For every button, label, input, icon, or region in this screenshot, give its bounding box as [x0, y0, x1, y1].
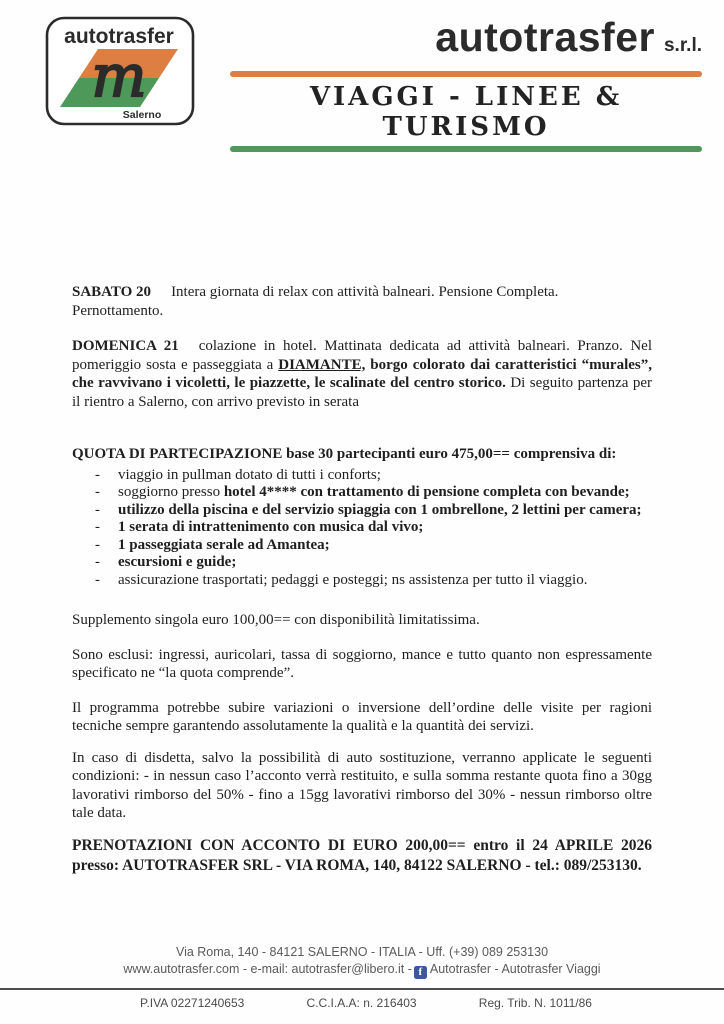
- letterhead: [0, 0, 724, 142]
- itinerary-saturday: [72, 283, 652, 320]
- sunday-text-1: colazione in hotel. Mattinata dedicata ad attività balneari. Pranzo. Nel pomeriggio sosta e passeggiata a: [72, 338, 653, 373]
- logo-brand-text: autotrasfer: [64, 25, 174, 48]
- quota-item-bold: 1 passeggiata serale ad Amantea;: [118, 536, 330, 553]
- quota-item-bold: utilizzo della piscina e del servizio spiaggia con 1 ombrellone, 2 lettini per camera;: [118, 501, 642, 518]
- footer-address-line: Via Roma, 140 - 84121 SALERNO - ITALIA - Uff. (+39) 089 253130: [175, 945, 549, 959]
- logo-city-text: Salerno: [122, 109, 162, 121]
- sunday-text-bold: borgo colorato dai caratteristici “murales”, che ravvivano i vicoletti, le piazzette, le scalinate del centro storico.: [72, 356, 652, 391]
- quota-item-text: viaggio in pullman dotato di tutti i conforts;: [118, 466, 381, 483]
- footer-contacts-line: [0, 961, 724, 979]
- saturday-text: Intera giornata di relax con attività balneari. Pensione Completa. Pernottamento.: [72, 284, 559, 319]
- tagline: VIAGGI - LINEE & TURISMO: [309, 82, 623, 142]
- logo-monogram-m: m: [91, 42, 147, 110]
- quota-item: [72, 502, 652, 520]
- quota-heading-text: QUOTA DI PARTECIPAZIONE base 30 partecipanti euro 475,00== comprensiva di:: [72, 446, 617, 462]
- quota-item-text: soggiorno presso: [118, 484, 224, 500]
- quota-item: [72, 519, 652, 537]
- footer-divider: [0, 988, 724, 990]
- orange-rule: [230, 71, 702, 77]
- legal-info-bar: [140, 996, 592, 1010]
- quota-item: [72, 554, 652, 572]
- company-name: autotrasfer: [435, 14, 655, 60]
- quota-item: [72, 484, 652, 502]
- company-suffix: s.r.l.: [663, 35, 702, 56]
- quota-item-bold: escursioni e guide;: [118, 554, 237, 570]
- company-logo: [45, 16, 195, 126]
- sunday-highlight-diamante: DIAMANTE,: [278, 356, 366, 373]
- sunday-text-2: Di seguito partenza per il rientro a Salerno, con arrivo previsto in serata: [72, 375, 653, 410]
- logo-graphic: [45, 16, 195, 126]
- quota-heading: [72, 445, 652, 464]
- day-label-sunday: DOMENICA 21: [72, 338, 179, 354]
- letterhead-right: [230, 16, 702, 152]
- facebook-letter: f: [418, 966, 423, 978]
- itinerary-sunday: [72, 337, 652, 411]
- facebook-icon: [414, 966, 427, 979]
- quota-item: [72, 467, 652, 485]
- booking-instructions: PRENOTAZIONI CON ACCONTO DI EURO 200,00== entro il 24 APRILE 2026 presso: AUTOTRASFER SRL - VIA ROMA, 140, 84122 SALERNO - tel.: 089/253130.: [72, 836, 652, 874]
- quota-item: [72, 537, 652, 555]
- company-title: [230, 16, 702, 68]
- day-label-saturday: SABATO 20: [72, 284, 152, 300]
- footer-contact-block: [0, 944, 724, 979]
- chamber-of-commerce-number: C.C.I.A.A: n. 216403: [306, 996, 417, 1010]
- footer-web-email-text: www.autotrasfer.com - e-mail: autotrasfer@libero.it -: [123, 962, 412, 976]
- cancellation-policy-note: In caso di disdetta, salvo la possibilità di auto sostituzione, verranno applicate le seguenti condizioni: - in nessun caso l’acconto verrà restituito, e sulla somma restante quota fino a 30gg lavorativi rimborso del 50% - fino a 15gg lavorativi rimborso del 30% - nessun rimborso oltre tale data.: [72, 749, 652, 821]
- quota-list: [72, 467, 652, 590]
- court-registration-number: Reg. Trib. N. 1011/86: [478, 996, 592, 1010]
- quota-item-text: assicurazione trasportati; pedaggi e posteggi; ns assistenza per tutto il viaggio.: [118, 571, 588, 588]
- document-body: [72, 135, 652, 877]
- exclusions-note: Sono esclusi: ingressi, auricolari, tassa di soggiorno, mance e tutto quanto non espressamente specificato ne “la quota comprende”.: [72, 646, 652, 681]
- footer-social-text: Autotrasfer - Autotrasfer Viaggi: [429, 962, 601, 976]
- supplement-note: Supplemento singola euro 100,00== con disponibilità limitatissima.: [72, 612, 480, 628]
- vat-number: P.IVA 02271240653: [140, 996, 245, 1010]
- quota-item-bold: 1 serata di intrattenimento con musica dal vivo;: [118, 519, 424, 535]
- quota-item-bold: hotel 4**** con trattamento di pensione completa con bevande;: [223, 484, 630, 500]
- quota-item: [72, 572, 652, 590]
- program-variation-note: Il programma potrebbe subire variazioni o inversione dell’ordine delle visite per ragioni tecniche sempre garantendo assolutamente la qualità e la quantità dei servizi.: [72, 699, 652, 734]
